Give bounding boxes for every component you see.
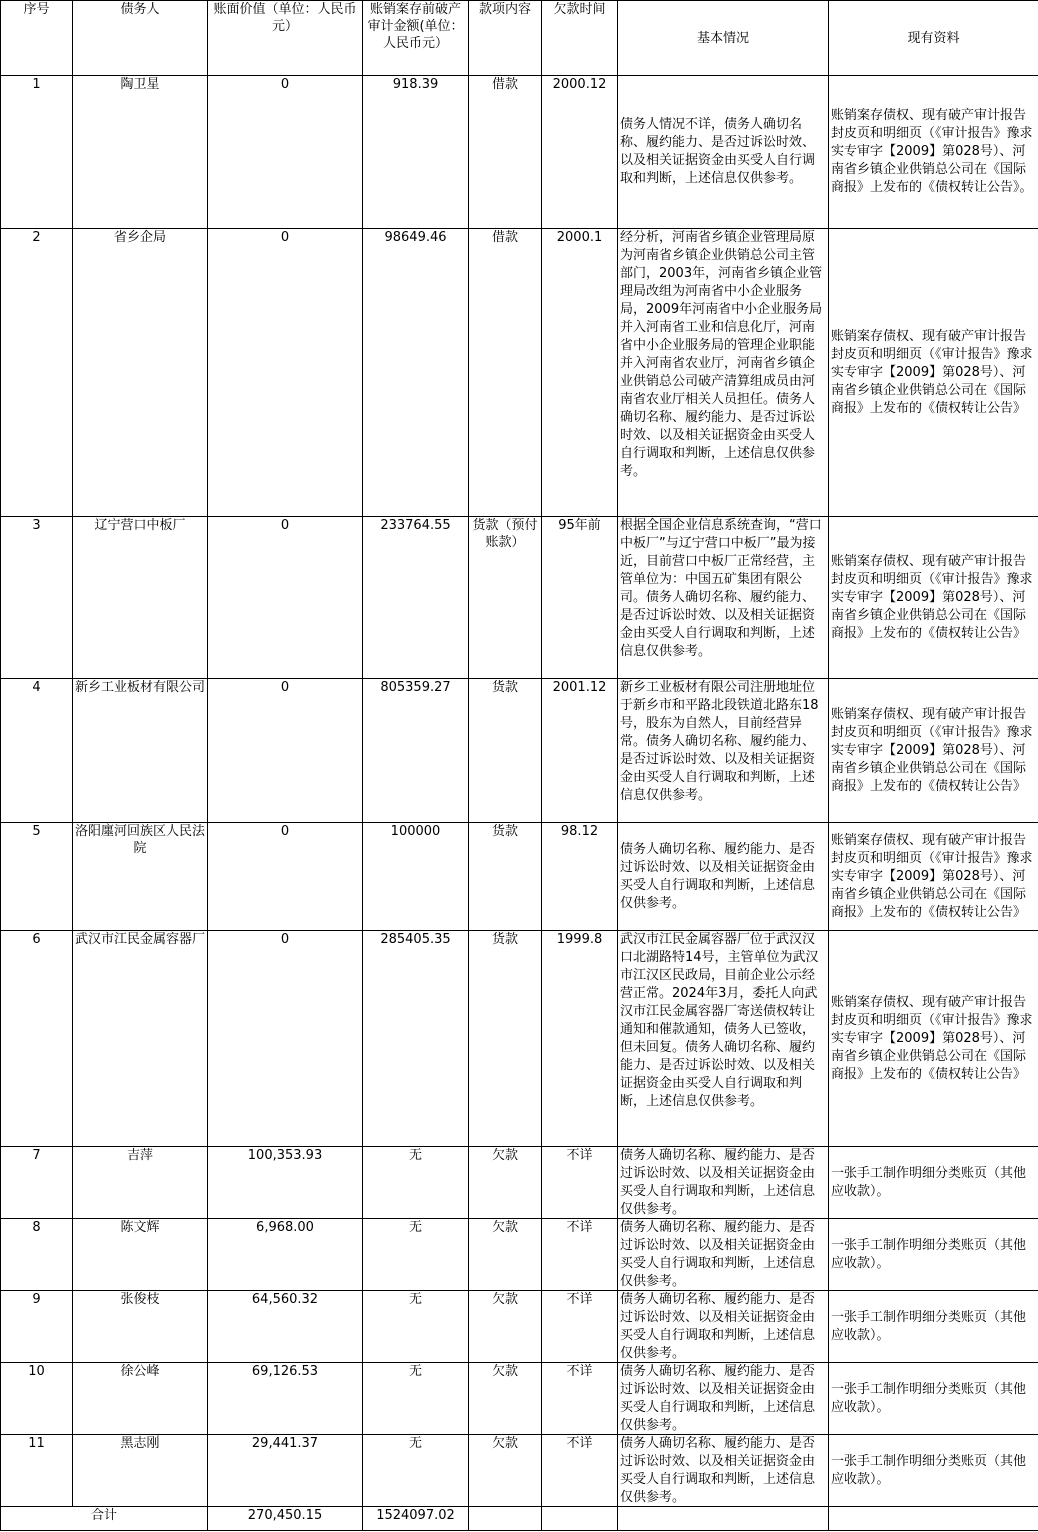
row-date: 2000.1 [542,229,618,517]
total-empty-date [542,1507,618,1531]
header-item: 款项内容 [469,1,542,76]
total-empty-docs [829,1507,1038,1531]
row-seq: 4 [1,679,73,823]
row-item: 欠款 [469,1219,542,1291]
row-item: 货款 [469,823,542,931]
row-audit-amount: 无 [363,1435,469,1507]
row-date: 98.12 [542,823,618,931]
row-item: 借款 [469,76,542,229]
row-seq: 8 [1,1219,73,1291]
table-row [1,931,1038,1147]
row-item: 货款 [469,931,542,1147]
row-debtor: 新乡工业板材有限公司 [73,679,208,823]
row-book-value: 0 [208,679,363,823]
header-debtor: 债务人 [73,1,208,76]
row-basic-info: 债务人确切名称、履约能力、是否过诉讼时效、以及相关证据资金由买受人自行调取和判断，上述信息仅供参考。 [618,1363,829,1435]
row-docs: 账销案存债权、现有破产审计报告封皮页和明细页（《审计报告》豫求实专审字【2009】第028号）、河南省乡镇企业供销总公司在《国际商报》上发布的《债权转让公告》 [829,823,1038,931]
row-audit-amount: 无 [363,1363,469,1435]
header-basic-info: 基本情况 [618,1,829,76]
row-docs: 账销案存债权、现有破产审计报告封皮页和明细页（《审计报告》豫求实专审字【2009】第028号）、河南省乡镇企业供销总公司在《国际商报》上发布的《债权转让公告》 [829,679,1038,823]
row-item: 借款 [469,229,542,517]
total-book-value: 270,450.15 [208,1507,363,1531]
header-docs: 现有资料 [829,1,1038,76]
total-empty-item [469,1507,542,1531]
row-audit-amount: 无 [363,1147,469,1219]
row-docs: 一张手工制作明细分类账页（其他应收款）。 [829,1363,1038,1435]
row-date: 2001.12 [542,679,618,823]
row-basic-info: 债务人情况不详，债务人确切名称、履约能力、是否过诉讼时效、以及相关证据资金由买受人自行调取和判断，上述信息仅供参考。 [618,76,829,229]
row-basic-info: 新乡工业板材有限公司注册地址位于新乡市和平路北段铁道北路东18号，股东为自然人，目前经营异常。债务人确切名称、履约能力、是否过诉讼时效、以及相关证据资金由买受人自行调取和判断，上述信息仅供参考。 [618,679,829,823]
total-empty-basic [618,1507,829,1531]
row-basic-info: 债务人确切名称、履约能力、是否过诉讼时效、以及相关证据资金由买受人自行调取和判断，上述信息仅供参考。 [618,1219,829,1291]
row-date: 不详 [542,1147,618,1219]
table-row [1,1363,1038,1435]
row-docs: 账销案存债权、现有破产审计报告封皮页和明细页（《审计报告》豫求实专审字【2009】第028号）、河南省乡镇企业供销总公司在《国际商报》上发布的《债权转让公告》 [829,517,1038,679]
table-row [1,76,1038,229]
table-row [1,1435,1038,1507]
table-row [1,1147,1038,1219]
header-audit-amount: 账销案存前破产审计金额(单位：人民币元） [363,1,469,76]
total-row [1,1507,1038,1531]
row-book-value: 0 [208,229,363,517]
row-debtor: 吉萍 [73,1147,208,1219]
row-debtor: 省乡企局 [73,229,208,517]
row-debtor: 陈文辉 [73,1219,208,1291]
row-seq: 11 [1,1435,73,1507]
row-book-value: 6,968.00 [208,1219,363,1291]
row-book-value: 69,126.53 [208,1363,363,1435]
row-book-value: 0 [208,823,363,931]
header-row [1,1,1038,76]
row-debtor: 武汉市江民金属容器厂 [73,931,208,1147]
row-date: 1999.8 [542,931,618,1147]
row-seq: 6 [1,931,73,1147]
row-basic-info: 债务人确切名称、履约能力、是否过诉讼时效、以及相关证据资金由买受人自行调取和判断，上述信息仅供参考。 [618,823,829,931]
row-audit-amount: 285405.35 [363,931,469,1147]
row-docs: 账销案存债权、现有破产审计报告封皮页和明细页（《审计报告》豫求实专审字【2009】第028号）、河南省乡镇企业供销总公司在《国际商报》上发布的《债权转让公告》。 [829,76,1038,229]
row-debtor: 辽宁营口中板厂 [73,517,208,679]
row-seq: 10 [1,1363,73,1435]
total-audit-amount: 1524097.02 [363,1507,469,1531]
row-book-value: 64,560.32 [208,1291,363,1363]
row-docs: 一张手工制作明细分类账页（其他应收款）。 [829,1219,1038,1291]
row-date: 95年前 [542,517,618,679]
row-audit-amount: 100000 [363,823,469,931]
row-date: 不详 [542,1219,618,1291]
row-audit-amount: 233764.55 [363,517,469,679]
row-audit-amount: 无 [363,1291,469,1363]
row-item: 货款 [469,679,542,823]
row-item: 欠款 [469,1291,542,1363]
row-item: 欠款 [469,1363,542,1435]
row-item: 欠款 [469,1147,542,1219]
row-basic-info: 债务人确切名称、履约能力、是否过诉讼时效、以及相关证据资金由买受人自行调取和判断，上述信息仅供参考。 [618,1147,829,1219]
row-item: 欠款 [469,1435,542,1507]
row-debtor: 陶卫星 [73,76,208,229]
row-book-value: 0 [208,517,363,679]
row-basic-info: 根据全国企业信息系统查询，“营口中板厂”与辽宁营口中板厂”最为接近，目前营口中板厂正常经营，主管单位为：中国五矿集团有限公司。债务人确切名称、履约能力、是否过诉讼时效、以及相关证据资金由买受人自行调取和判断，上述信息仅供参考。 [618,517,829,679]
row-seq: 3 [1,517,73,679]
row-debtor: 洛阳廛河回族区人民法院 [73,823,208,931]
row-seq: 1 [1,76,73,229]
row-docs: 账销案存债权、现有破产审计报告封皮页和明细页（《审计报告》豫求实专审字【2009】第028号）、河南省乡镇企业供销总公司在《国际商报》上发布的《债权转让公告》 [829,931,1038,1147]
row-debtor: 徐公峰 [73,1363,208,1435]
header-seq: 序号 [1,1,73,76]
row-book-value: 100,353.93 [208,1147,363,1219]
row-date: 2000.12 [542,76,618,229]
row-audit-amount: 805359.27 [363,679,469,823]
header-date: 欠款时间 [542,1,618,76]
row-seq: 7 [1,1147,73,1219]
row-docs: 一张手工制作明细分类账页（其他应收款）。 [829,1147,1038,1219]
row-docs: 一张手工制作明细分类账页（其他应收款）。 [829,1291,1038,1363]
row-item: 货款（预付账款） [469,517,542,679]
row-seq: 5 [1,823,73,931]
row-seq: 2 [1,229,73,517]
row-debtor: 张俊枝 [73,1291,208,1363]
row-basic-info: 债务人确切名称、履约能力、是否过诉讼时效、以及相关证据资金由买受人自行调取和判断，上述信息仅供参考。 [618,1291,829,1363]
row-basic-info: 债务人确切名称、履约能力、是否过诉讼时效、以及相关证据资金由买受人自行调取和判断，上述信息仅供参考。 [618,1435,829,1507]
row-debtor: 黑志刚 [73,1435,208,1507]
row-audit-amount: 无 [363,1219,469,1291]
row-docs: 一张手工制作明细分类账页（其他应收款）。 [829,1435,1038,1507]
row-audit-amount: 918.39 [363,76,469,229]
row-seq: 9 [1,1291,73,1363]
row-date: 不详 [542,1291,618,1363]
row-book-value: 29,441.37 [208,1435,363,1507]
row-date: 不详 [542,1435,618,1507]
row-book-value: 0 [208,76,363,229]
row-basic-info: 经分析，河南省乡镇企业管理局原为河南省乡镇企业供销总公司主管部门，2003年，河南省乡镇企业管理局改组为河南省中小企业服务局，2009年河南省中小企业服务局并入河南省工业和信息化厅，河南省中小企业服务局的管理企业职能并入河南省农业厅，河南省乡镇企业供销总公司破产清算组成员由河南省农业厅相关人员担任。债务人确切名称、履约能力、是否过诉讼时效、以及相关证据资金由买受人自行调取和判断，上述信息仅供参考。 [618,229,829,517]
table-row [1,517,1038,679]
table-row [1,1219,1038,1291]
row-date: 不详 [542,1363,618,1435]
header-book-value: 账面价值（单位：人民币元） [208,1,363,76]
total-label: 合计 [1,1507,208,1531]
row-audit-amount: 98649.46 [363,229,469,517]
table-row [1,679,1038,823]
row-basic-info: 武汉市江民金属容器厂位于武汉汉口北湖路特14号，主管单位为武汉市江汉区民政局，目前企业公示经营正常。2024年3月，委托人向武汉市江民金属容器厂寄送债权转让通知和催款通知，债务人已签收，但未回复。债务人确切名称、履约能力、是否过诉讼时效、以及相关证据资金由买受人自行调取和判断，上述信息仅供参考。 [618,931,829,1147]
table-row [1,823,1038,931]
row-docs: 账销案存债权、现有破产审计报告封皮页和明细页（《审计报告》豫求实专审字【2009】第028号）、河南省乡镇企业供销总公司在《国际商报》上发布的《债权转让公告》 [829,229,1038,517]
row-book-value: 0 [208,931,363,1147]
table-row [1,1291,1038,1363]
table-row [1,229,1038,517]
